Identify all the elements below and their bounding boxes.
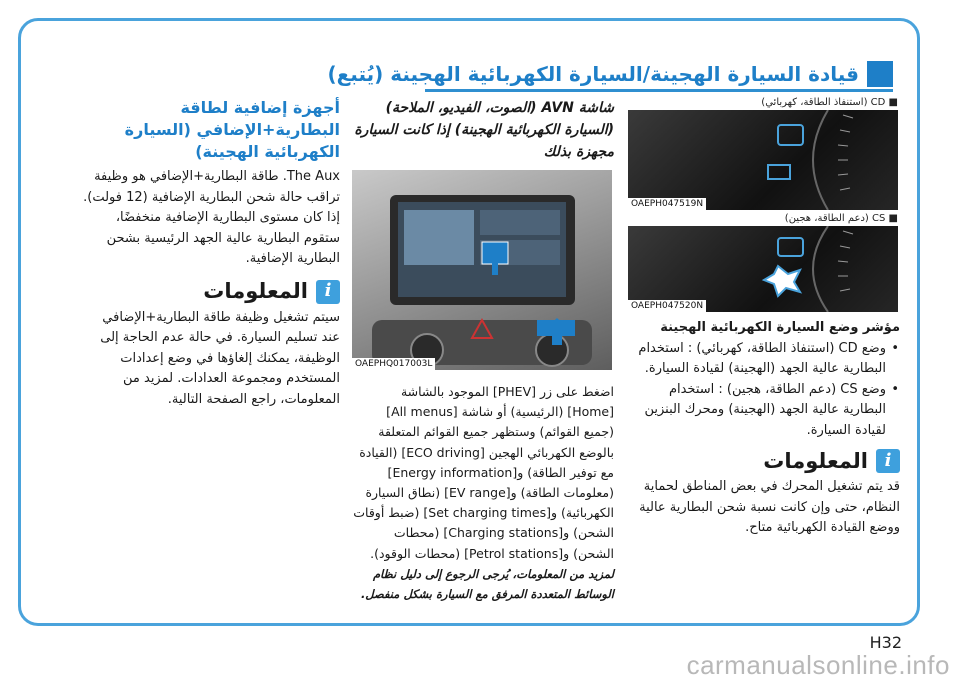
section-header xyxy=(327,59,893,92)
avn-title-text: شاشة AVN (الصوت، الفيديو، الملاحة) (السيارة الكهربائية الهجينة) إذا كانت السيارة مجهزة بذلك xyxy=(354,100,614,160)
cluster-photo-cd xyxy=(628,110,898,210)
info-heading-text: المعلومات xyxy=(763,448,868,473)
avn-screen-photo xyxy=(352,170,612,370)
middle-column-text xyxy=(352,382,614,604)
avn-body-text: اضغط على زر [PHEV] الموجود بالشاشة [Home] (الرئيسية) أو شاشة [All menus] (جميع القوائم) وستظهر جميع القوائم المتعلقة بالوضع الكهربائي الهجين [ECO driving] (القيادة مع توفير الطاقة) و[Energy information] (معلومات الطاقة) و[EV range] (نطاق السيارة الكهربائية) و[Set charging times] (ضبط أوقات الشحن) و[Charging stations] (محطات الشحن) و[Petrol stations] (محطات الوقود). xyxy=(353,384,614,561)
avn-console-image xyxy=(352,170,612,370)
aux-battery-title: أجهزة إضافية لطاقة البطارية+الإضافي (السيارة الكهربائية الهجينة) xyxy=(124,98,340,161)
right-column-text xyxy=(628,318,900,539)
info-heading xyxy=(628,449,900,473)
info-icon: i xyxy=(876,449,900,473)
left-column-text xyxy=(82,97,340,410)
photo1-caption: ■ CD (استنفاذ الطاقة، كهربائي) xyxy=(761,97,898,108)
aux-battery-body: The Aux. طاقة البطارية+الإضافي هو وظيفة تراقب حالة شحن البطارية الإضافية (12 فولت). إذا كان مستوى البطارية الإضافية منخفضًا، ستقوم البطارية عالية الجهد الرئيسية بشحن البطارية الإضافية. xyxy=(83,169,340,266)
page-number: H32 xyxy=(869,633,902,652)
header-title: قيادة السيارة الهجينة/السيارة الكهربائية الهجينة (يُتبع) xyxy=(327,62,859,86)
left-info-icon: i xyxy=(316,280,340,304)
left-info-heading xyxy=(82,280,340,304)
left-info-heading-text: المعلومات xyxy=(203,279,308,304)
photo1-code: OAEPH047519N xyxy=(628,198,706,210)
bullet-cs: • وضع CS (دعم الطاقة، هجين) : استخدام البطارية عالية الجهد (الهجينة) ومحرك البنزين لقيادة السيارة. xyxy=(628,380,886,442)
cluster-photo-cs xyxy=(628,226,898,312)
photo2-code: OAEPH047520N xyxy=(628,300,706,312)
info-text: قد يتم تشغيل المحرك في بعض المناطق لحماية النظام، حتى وإن كانت نسبة شحن البطارية عالية ووضع القيادة الكهربائية متاح. xyxy=(639,479,900,535)
bullet-cd: • وضع CD (استنفاذ الطاقة، كهربائي) : استخدام البطارية عالية الجهد (الهجينة) لقيادة السيارة. xyxy=(628,339,886,380)
avn-title xyxy=(352,97,614,163)
left-info-text: سيتم تشغيل وظيفة طاقة البطارية+الإضافي عند تسليم السيارة. في حالة عدم الحاجة إلى الوظيفة، يمكنك إلغاؤها في وضع إعدادات المستخدم ومجموعة العدادات. لمزيد من المعلومات، راجع الصفحة التالية. xyxy=(100,309,340,407)
mode-bullet-list xyxy=(628,339,900,442)
site-watermark: carmanualsonline.info xyxy=(686,650,950,680)
header-marker-icon xyxy=(867,61,893,87)
cluster-gauge-image xyxy=(628,110,898,210)
photo2-caption: ■ CS (دعم الطاقة، هجين) xyxy=(784,213,898,224)
mode-indicator-title: مؤشر وضع السيارة الكهربائية الهجينة xyxy=(660,320,900,335)
avn-photo-code: OAEPHQ017003L xyxy=(352,358,435,370)
avn-note-text: لمزيد من المعلومات، يُرجى الرجوع إلى دليل نظام الوسائط المتعددة المرفق مع السيارة بشكل منفصل. xyxy=(360,566,614,602)
